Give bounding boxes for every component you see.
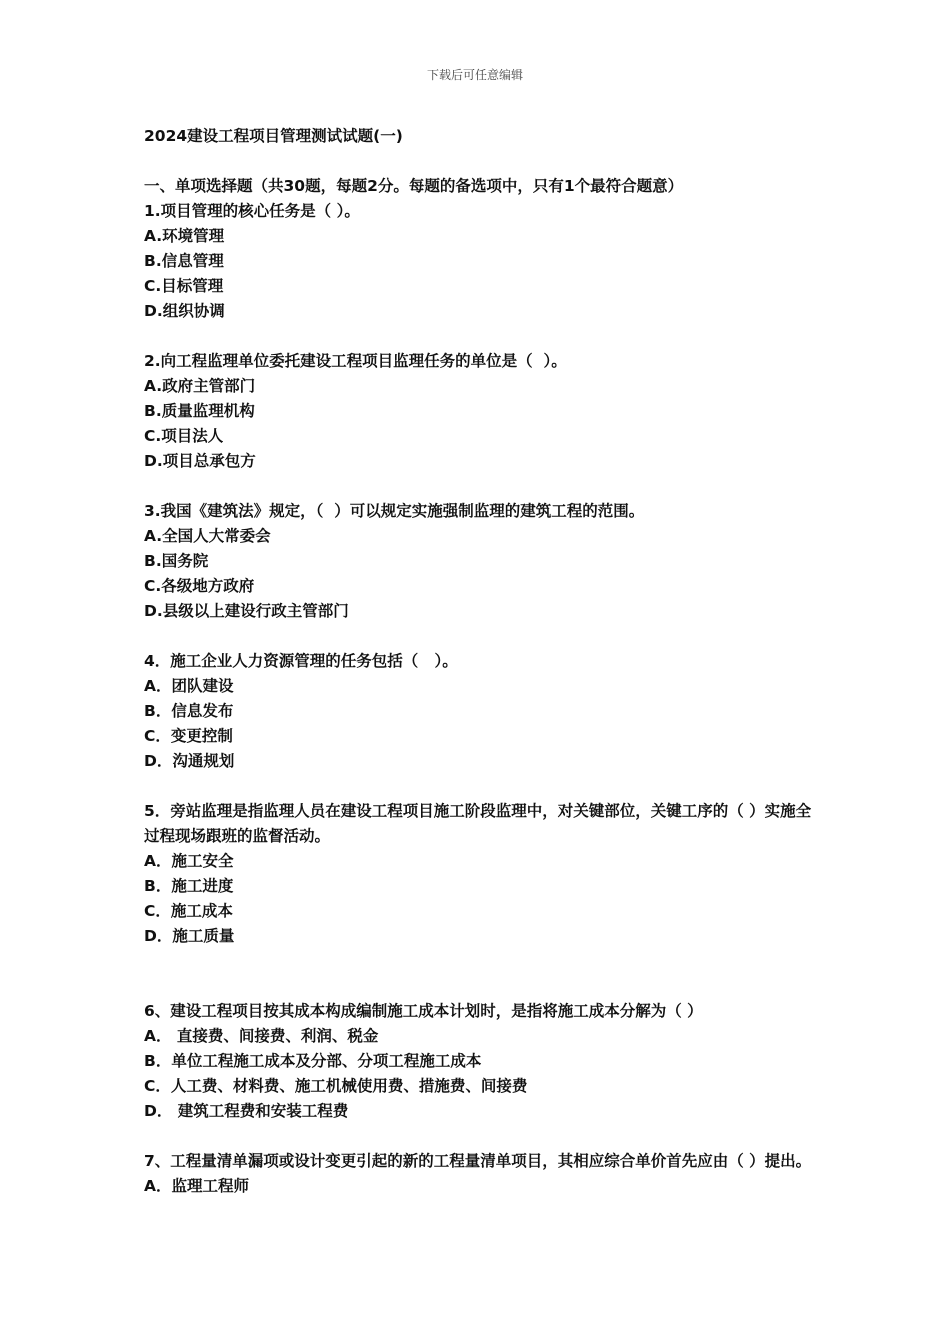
option-c: C.项目法人: [144, 427, 224, 445]
option-c: C．人工费、材料费、施工机械使用费、措施费、间接费: [144, 1077, 528, 1095]
option-b: B．单位工程施工成本及分部、分项工程施工成本: [144, 1052, 482, 1070]
option-b: B.国务院: [144, 552, 209, 570]
question-5: [144, 799, 824, 949]
question-4: [144, 649, 824, 774]
option-b: B.质量监理机构: [144, 402, 255, 420]
option-d: D．沟通规划: [144, 752, 235, 770]
option-a: A．监理工程师: [144, 1177, 249, 1195]
question-stem: 3.我国《建筑法》规定，（ ）可以规定实施强制监理的建筑工程的范围。: [144, 502, 645, 520]
option-c: C.目标管理: [144, 277, 224, 295]
question-2: [144, 349, 824, 474]
page-header-note: 下载后可任意编辑: [426, 68, 523, 82]
option-a: A．施工安全: [144, 852, 234, 870]
option-b: B．信息发布: [144, 702, 234, 720]
question-3: [144, 499, 824, 624]
document-title: 2024建设工程项目管理测试试题(一): [144, 127, 403, 145]
question-stem: 5．旁站监理是指监理人员在建设工程项目施工阶段监理中，对关键部位，关键工序的（ ）实施全过程现场跟班的监督活动。: [144, 802, 812, 845]
document-body: [144, 124, 824, 1224]
question-1: [144, 199, 824, 324]
question-stem: 1.项目管理的核心任务是（ ）。: [144, 202, 360, 220]
option-c: C．施工成本: [144, 902, 233, 920]
question-stem: 6、建设工程项目按其成本构成编制施工成本计划时，是指将施工成本分解为（ ）: [144, 1002, 703, 1020]
question-stem: 4．施工企业人力资源管理的任务包括（ ）。: [144, 652, 458, 670]
option-b: B.信息管理: [144, 252, 224, 270]
option-d: D.县级以上建设行政主管部门: [144, 602, 349, 620]
question-stem: 2.向工程监理单位委托建设工程项目监理任务的单位是（ ）。: [144, 352, 567, 370]
option-b: B．施工进度: [144, 877, 234, 895]
option-d: D． 建筑工程费和安装工程费: [144, 1102, 349, 1120]
option-c: C．变更控制: [144, 727, 233, 745]
option-a: A．团队建设: [144, 677, 234, 695]
question-6: [144, 999, 824, 1124]
option-d: D．施工质量: [144, 927, 235, 945]
option-c: C.各级地方政府: [144, 577, 255, 595]
section-heading: 一、单项选择题（共30题，每题2分。每题的备选项中，只有1个最符合题意）: [144, 177, 684, 195]
option-d: D.项目总承包方: [144, 452, 256, 470]
option-d: D.组织协调: [144, 302, 225, 320]
question-7: [144, 1149, 824, 1199]
option-a: A． 直接费、间接费、利润、税金: [144, 1027, 379, 1045]
option-a: A.环境管理: [144, 227, 225, 245]
option-a: A.政府主管部门: [144, 377, 256, 395]
option-a: A.全国人大常委会: [144, 527, 271, 545]
question-stem: 7、工程量清单漏项或设计变更引起的新的工程量清单项目，其相应综合单价首先应由（ ）提出。: [144, 1152, 812, 1170]
